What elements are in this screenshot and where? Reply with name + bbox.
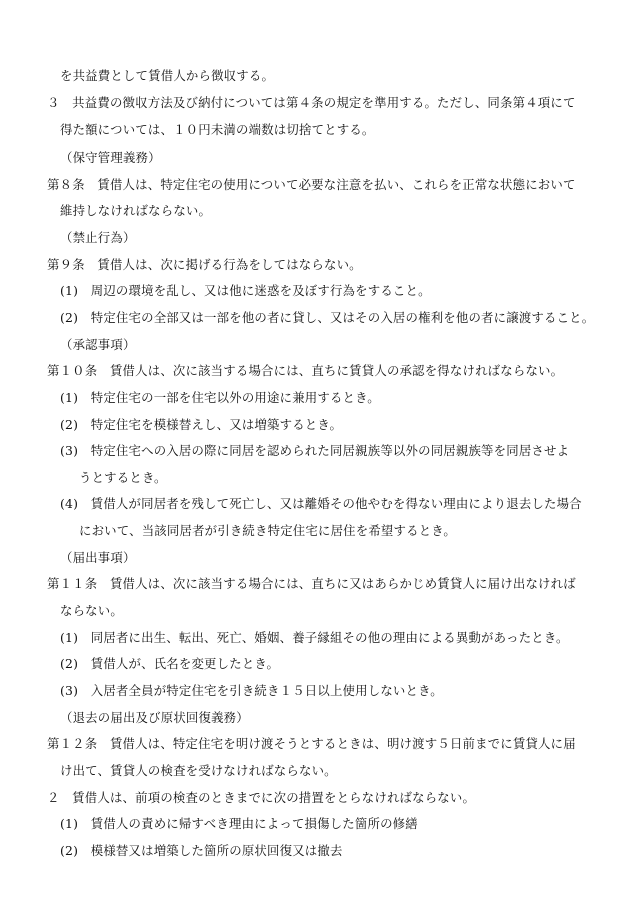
text-line: を共益費として賃借人から徴収する。	[60, 68, 275, 83]
list-item: (2) 特定住宅を模様替えし、又は増築するとき。	[60, 417, 343, 432]
paragraph-2: ２ 賃借人は、前項の検査のときまでに次の措置をとらなければならない。	[47, 790, 476, 805]
text-line: 得た額については、１０円未満の端数は切捨てとする。	[60, 122, 375, 137]
list-item: (1) 特定住宅の一部を住宅以外の用途に兼用するとき。	[60, 390, 380, 405]
text-line: け出て、賃貸人の検査を受けなければならない。	[60, 763, 337, 778]
section-heading: （保守管理義務）	[60, 150, 161, 165]
text-line: 維持しなければならない。	[60, 203, 212, 218]
text-line: において、当該同居者が引き続き特定住宅に居住を希望するとき。	[79, 523, 456, 538]
text-line: ならない。	[60, 603, 123, 618]
article-9: 第９条 賃借人は、次に掲げる行為をしてはならない。	[47, 257, 362, 272]
list-item: (2) 模様替又は増築した箇所の原状回復又は撤去	[60, 843, 343, 858]
article-10: 第１０条 賃借人は、次に該当する場合には、直ちに賃貸人の承認を得なければならない。	[47, 363, 564, 378]
article-11: 第１１条 賃借人は、次に該当する場合には、直ちに又はあらかじめ賃貸人に届け出なければ	[47, 576, 576, 591]
text-line: うとするとき。	[79, 470, 167, 485]
list-item: (1) 賃借人の責めに帰すべき理由によって損傷した箇所の修繕	[60, 816, 418, 831]
list-item: (3) 入居者全員が特定住宅を引き続き１５日以上使用しないとき。	[60, 683, 443, 698]
article-12: 第１２条 賃借人は、特定住宅を明け渡そうとするときは、明け渡す５日前までに賃貸人に届	[47, 736, 576, 751]
article-8: 第８条 賃借人は、特定住宅の使用について必要な注意を払い、これらを正常な状態において	[47, 177, 576, 192]
list-item: (3) 特定住宅への入居の際に同居を認められた同居親族等以外の同居親族等を同居させよ	[60, 443, 570, 458]
section-heading: （退去の届出及び原状回復義務）	[60, 710, 249, 725]
list-item: (1) 同居者に出生、転出、死亡、婚姻、養子縁組その他の理由による異動があったとき。	[60, 630, 569, 645]
section-heading: （届出事項）	[60, 550, 136, 565]
list-item: (4) 賃借人が同居者を残して死亡し、又は離婚その他やむを得ない理由により退去した場合	[60, 496, 582, 511]
section-heading: （禁止行為）	[60, 230, 136, 245]
section-heading: （承認事項）	[60, 337, 136, 352]
list-item: (2) 特定住宅の全部又は一部を他の者に貸し、又はその入居の権利を他の者に譲渡すること。	[60, 310, 595, 325]
list-item: (1) 周辺の環境を乱し、又は他に迷惑を及ぼす行為をすること。	[60, 283, 431, 298]
list-item: (2) 賃借人が、氏名を変更したとき。	[60, 656, 280, 671]
paragraph-3: ３ 共益費の徴収方法及び納付については第４条の規定を準用する。ただし、同条第４項にて	[47, 95, 576, 110]
